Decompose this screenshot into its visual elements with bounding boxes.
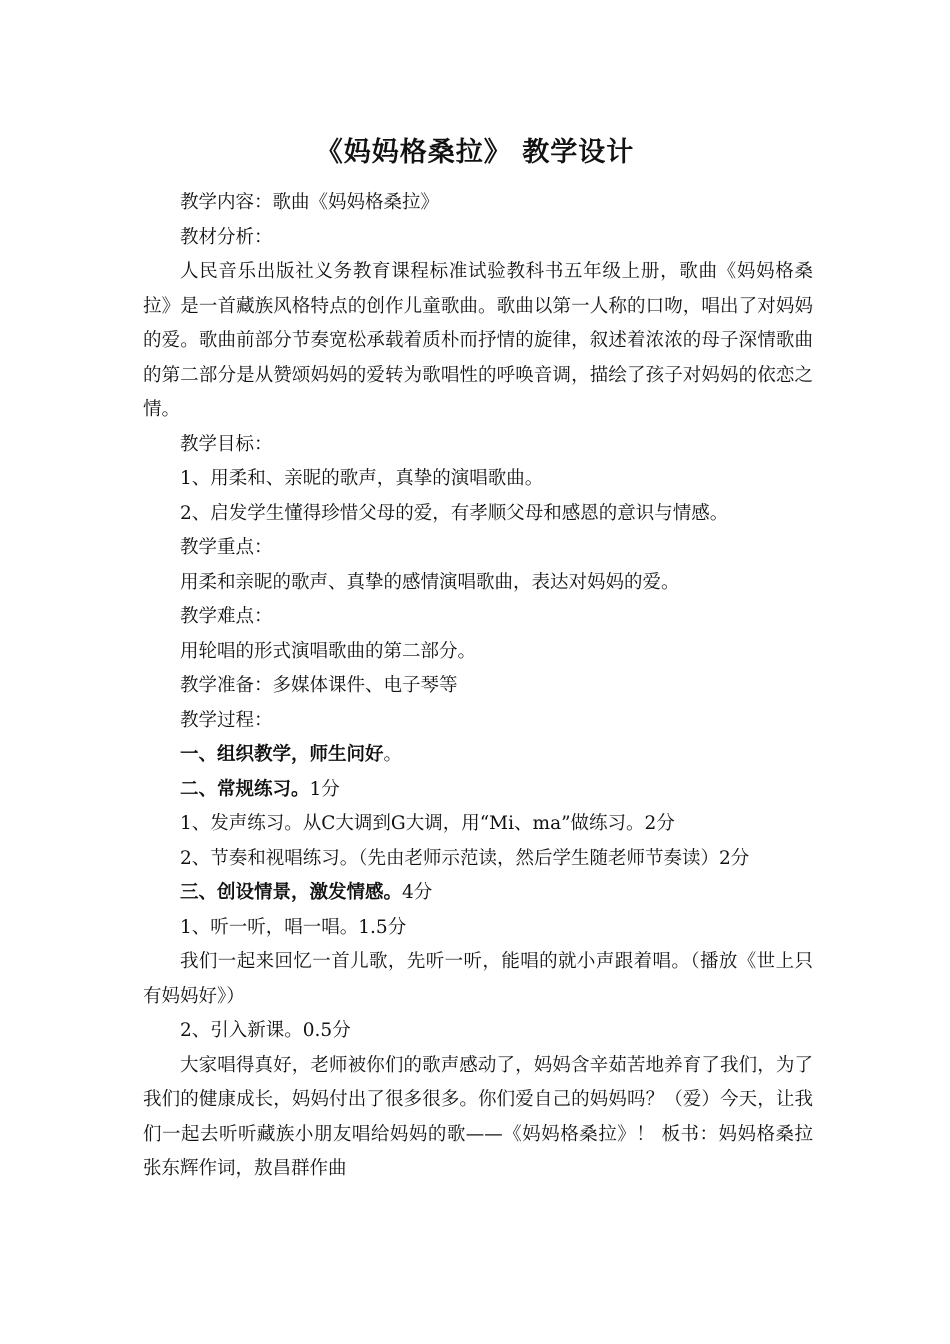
paragraph-teaching-goals-heading: 教学目标： <box>180 433 273 455</box>
paragraph-goal-1: 1、用柔和、亲昵的歌声，真挚的演唱歌曲。 <box>180 468 544 489</box>
paragraph-step-3 <box>143 876 813 911</box>
paragraph-key-points-heading: 教学重点： <box>180 537 273 558</box>
paragraph-step-3-item-2: 2、引入新课。0.5分 <box>180 1020 351 1041</box>
paragraph-step-2 <box>143 773 813 808</box>
paragraph-step-1 <box>143 738 813 773</box>
paragraph-step-3-item-1-detail: 我们一起来回忆一首儿歌，先听一听，能唱的就小声跟着唱。（播放《世上只有妈妈好》） <box>143 951 813 1007</box>
paragraph-key-points: 用柔和亲昵的歌声、真挚的感情演唱歌曲，表达对妈妈的爱。 <box>180 571 680 593</box>
document-body <box>143 186 813 1187</box>
step-1-heading: 一、组织教学，师生问好 <box>180 744 384 765</box>
paragraph-material-analysis: 人民音乐出版社义务教育课程标准试验教科书五年级上册，歌曲《妈妈格桑拉》是一首藏族风格特点的创作儿童歌曲。歌曲以第一人称的口吻，唱出了对妈妈的爱。歌曲前部分节奏宽松承载着质朴而抒情的旋律，叙述着浓浓的母子深情歌曲的第二部分是从赞颂妈妈的爱转为歌唱性的呼唤音调，描绘了孩子对妈妈的依恋之情。 <box>143 261 813 420</box>
paragraph-material-analysis-heading: 教材分析： <box>180 226 273 248</box>
paragraph-teaching-content: 教学内容：歌曲《妈妈格桑拉》 <box>180 192 440 213</box>
document-title: 《妈妈格桑拉》 教学设计 <box>315 137 635 168</box>
step-2-duration: 1分 <box>309 778 340 800</box>
paragraph-step-3-item-1: 1、听一听，唱一唱。1.5分 <box>180 916 407 938</box>
paragraph-difficulties-heading: 教学难点： <box>180 606 273 627</box>
paragraph-goal-2: 2、启发学生懂得珍惜父母的爱，有孝顺父母和感恩的意识与情感。 <box>180 502 729 524</box>
paragraph-step-3-item-2-detail: 大家唱得真好，老师被你们的歌声感动了，妈妈含辛茹苦地养育了我们，为了我们的健康成长，妈妈付出了很多很多。你们爱自己的妈妈吗？（爱）今天，让我们一起去听听藏族小朋友唱给妈妈的歌——《妈妈格桑拉》！ 板书：妈妈格桑拉 张东辉作词，敖昌群作曲 <box>143 1054 813 1179</box>
step-1-tail: 。 <box>383 744 403 765</box>
paragraph-difficulties: 用轮唱的形式演唱歌曲的第二部分。 <box>180 640 477 662</box>
step-3-heading: 三、创设情景，激发情感。 <box>180 882 403 903</box>
paragraph-step-2-item-2: 2、节奏和视唱练习。（先由老师示范读，然后学生随老师节奏读）2分 <box>180 847 750 869</box>
step-2-heading: 二、常规练习。 <box>180 778 310 800</box>
paragraph-process-heading: 教学过程： <box>180 709 273 731</box>
paragraph-preparation: 教学准备：多媒体课件、电子琴等 <box>180 675 458 696</box>
step-3-duration: 4分 <box>402 882 433 903</box>
paragraph-step-2-item-1: 1、发声练习。从C大调到G大调，用“Mi、ma”做练习。2分 <box>180 813 675 834</box>
